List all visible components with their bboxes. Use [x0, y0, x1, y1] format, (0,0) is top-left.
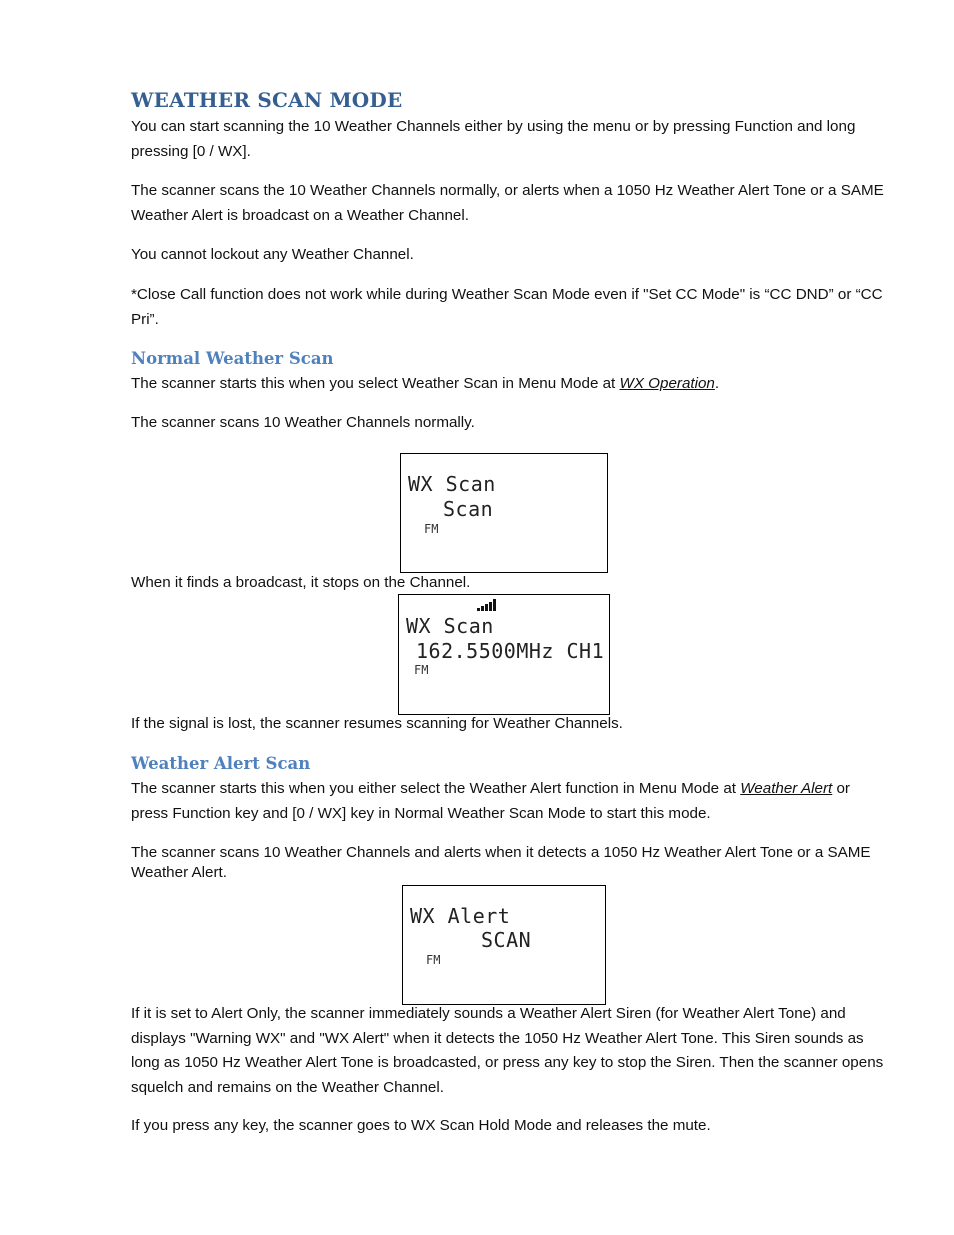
- lcd-line-1: WX Scan: [408, 472, 496, 496]
- signal-strength-icon: [477, 599, 496, 611]
- normal-p1-end: .: [714, 375, 720, 392]
- lcd-line-1: WX Alert: [410, 904, 511, 928]
- alert-paragraph-4: If you press any key, the scanner goes to WX Scan Hold Mode and releases the mute.: [131, 1117, 711, 1134]
- lcd-display-wx-scan: [400, 453, 608, 573]
- lcd-line-2: Scan: [443, 497, 494, 521]
- alert-paragraph-1: [131, 777, 891, 826]
- intro-paragraph-2: The scanner scans the 10 Weather Channels normally, or alerts when a 1050 Hz Weather Alert Tone or a SAME Weather Alert is broadcast on a Weather Channel.: [131, 182, 884, 224]
- lcd-display-wx-scan-channel: [398, 594, 610, 715]
- page-title: WEATHER SCAN MODE: [131, 88, 403, 112]
- normal-paragraph-4: If the signal is lost, the scanner resumes scanning for Weather Channels.: [131, 715, 623, 732]
- normal-paragraph-3: When it finds a broadcast, it stops on the Channel.: [131, 574, 471, 591]
- lcd-line-2: 162.5500MHz CH1: [416, 639, 605, 663]
- alert-p1-end: or press Function key and [0 / WX] key in Normal Weather Scan Mode to start this mode.: [131, 780, 850, 822]
- normal-paragraph-2: The scanner scans 10 Weather Channels normally.: [131, 414, 475, 431]
- alert-p1-text: The scanner starts this when you either select the Weather Alert function in Menu Mode at: [131, 780, 741, 797]
- normal-p1-text: The scanner starts this when you select Weather Scan in Menu Mode at: [131, 375, 620, 392]
- lcd-display-wx-alert: [402, 885, 606, 1005]
- section-heading-normal: Normal Weather Scan: [131, 349, 334, 368]
- lcd-mode: FM: [424, 522, 439, 536]
- intro-paragraph-1: You can start scanning the 10 Weather Channels either by using the menu or by pressing Function and long pressing [0 / WX].: [131, 118, 856, 160]
- weather-alert-link[interactable]: Weather Alert: [740, 780, 833, 797]
- lcd-line-1: WX Scan: [406, 614, 494, 638]
- intro-paragraph-3: You cannot lockout any Weather Channel.: [131, 246, 414, 263]
- lcd-mode: FM: [414, 663, 429, 677]
- wx-operation-link[interactable]: WX Operation: [619, 375, 715, 392]
- intro-paragraph-4: *Close Call function does not work while during Weather Scan Mode even if "Set CC Mode" is “CC DND” or “CC Pri”.: [131, 286, 883, 328]
- lcd-mode: FM: [426, 953, 441, 967]
- lcd-line-2: SCAN: [481, 928, 532, 952]
- section-heading-alert: Weather Alert Scan: [131, 754, 311, 773]
- alert-paragraph-2: The scanner scans 10 Weather Channels and alerts when it detects a 1050 Hz Weather Alert Tone or a SAME Weather Alert.: [131, 844, 871, 881]
- alert-paragraph-3: If it is set to Alert Only, the scanner immediately sounds a Weather Alert Siren (for Weather Alert Tone) and displays "Warning WX" and "WX Alert" when it detects the 1050 Hz Weather Alert Tone. This Siren sounds as long as 1050 Hz Weather Alert Tone is broadcasted, or press any key to stop the Siren. Then the scanner opens squelch and remains on the Weather Channel.: [131, 1005, 884, 1096]
- normal-paragraph-1: [131, 372, 891, 397]
